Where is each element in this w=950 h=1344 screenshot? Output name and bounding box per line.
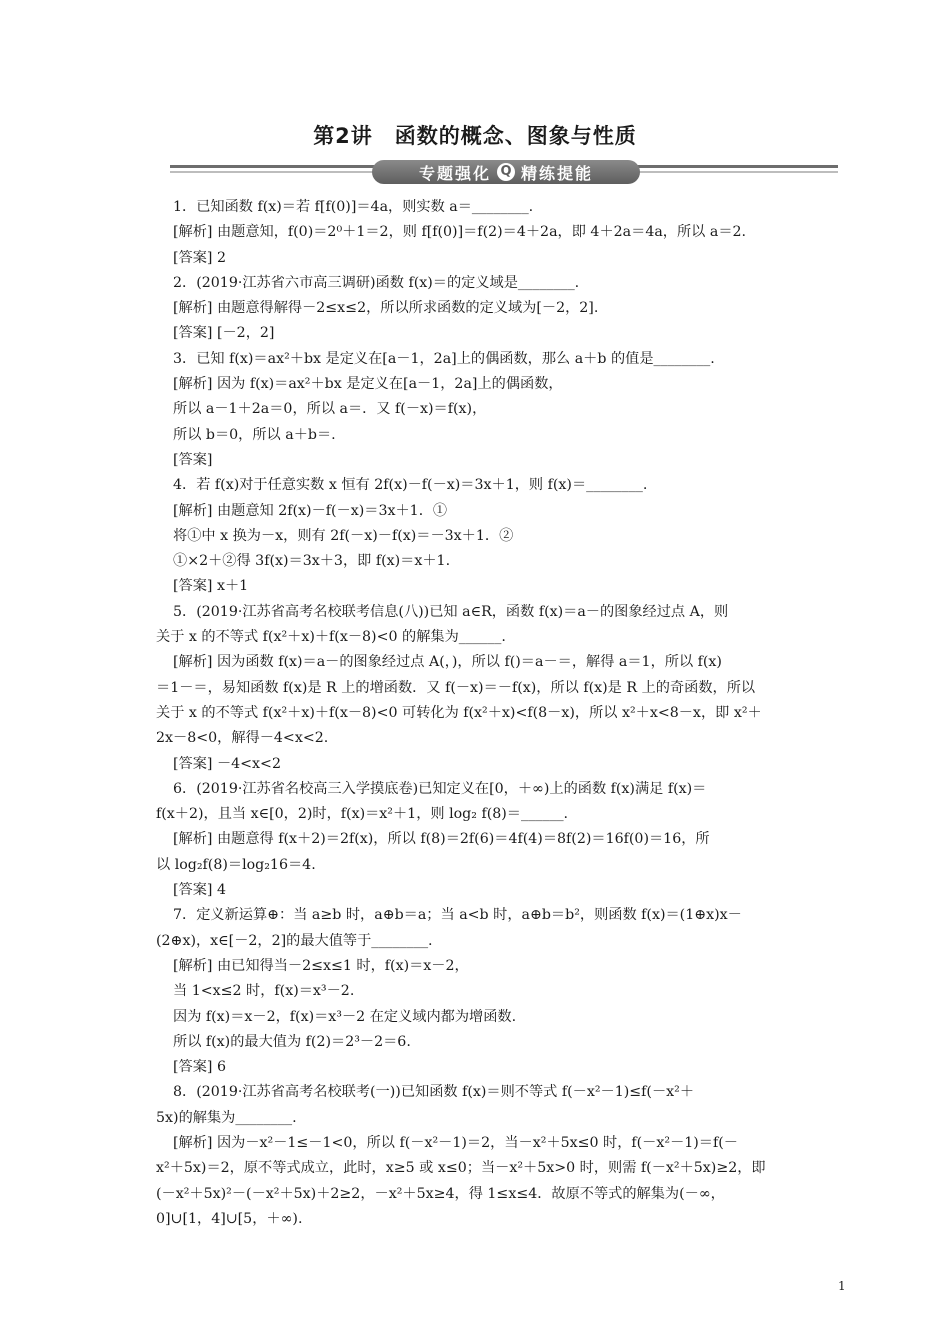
- text-line: [答案] 6: [173, 1059, 226, 1076]
- text-line: 5．(2019·江苏省高考名校联考信息(八))已知 a∈R，函数 f(x)＝a－的图象经过点 A，则: [173, 603, 729, 620]
- section-banner: [170, 160, 838, 186]
- text-line: x²＋5x)＝2，原不等式成立，此时，x≥5 或 x≤0；当－x²＋5x>0 时，则需 f(－x²＋5x)≥2，即: [156, 1160, 766, 1177]
- banner-left-text: 专题强化: [418, 163, 491, 183]
- text-line: ①×2＋②得 3f(x)＝3x＋3，即 f(x)＝x＋1.: [173, 553, 451, 570]
- text-line: 8．(2019·江苏省高考名校联考(一))已知函数 f(x)＝则不等式 f(－x²－1)≤f(－x²＋: [173, 1084, 695, 1101]
- text-line: 2x－8<0，解得－4<x<2.: [156, 730, 329, 747]
- text-line: [答案]: [173, 451, 213, 468]
- text-line: 所以 b＝0，所以 a＋b＝.: [173, 426, 336, 443]
- text-line: [答案] x＋1: [173, 578, 249, 595]
- text-line: 关于 x 的不等式 f(x²＋x)＋f(x－8)<0 的解集为______.: [156, 629, 506, 646]
- text-line: 当 1<x≤2 时，f(x)＝x³－2.: [173, 983, 355, 1000]
- text-line: (2⊕x)，x∈[－2，2]的最大值等于________.: [156, 932, 433, 949]
- text-line: 所以 f(x)的最大值为 f(2)＝2³－2＝6.: [173, 1033, 411, 1050]
- text-line: [答案] －4<x<2: [173, 755, 281, 772]
- text-line: 1．已知函数 f(x)＝若 f[f(0)]＝4a，则实数 a＝________.: [173, 199, 534, 215]
- text-line: 6．(2019·江苏省名校高三入学摸底卷)已知定义在[0，＋∞)上的函数 f(x)满足 f(x)＝: [173, 780, 707, 797]
- page-number: 1: [838, 1279, 846, 1293]
- text-line: [解析] 由题意得 f(x＋2)＝2f(x)，所以 f(8)＝2f(6)＝4f(4)＝8f(2)＝16f(0)＝16，所: [173, 831, 710, 848]
- text-line: 7．定义新运算⊕：当 a≥b 时，a⊕b＝a；当 a<b 时，a⊕b＝b²，则函数 f(x)＝(1⊕x)x－: [173, 907, 742, 924]
- text-line: [答案] [－2，2]: [173, 325, 275, 342]
- text-line: 3．已知 f(x)＝ax²＋bx 是定义在[a－1，2a]上的偶函数，那么 a＋b 的值是________.: [173, 350, 715, 367]
- text-line: [解析] 因为函数 f(x)＝a－的图象经过点 A(，)，所以 f()＝a－＝，解得 a＝1，所以 f(x): [173, 654, 722, 671]
- page-title: 第2讲 函数的概念、图象与性质: [313, 124, 637, 148]
- text-line: [解析] 由题意得解得－2≤x≤2，所以所求函数的定义域为[－2，2].: [173, 300, 599, 317]
- text-line: [解析] 因为－x²－1≤－1<0，所以 f(－x²－1)＝2，当－x²＋5x≤0 时，f(－x²－1)＝f(－: [173, 1134, 738, 1151]
- text-line: 将①中 x 换为－x，则有 2f(－x)－f(x)＝－3x＋1．②: [173, 527, 514, 544]
- text-line: 4．若 f(x)对于任意实数 x 恒有 2f(x)－f(－x)＝3x＋1，则 f(x)＝________.: [173, 477, 648, 494]
- text-line: [答案] 4: [173, 882, 226, 899]
- text-line: 关于 x 的不等式 f(x²＋x)＋f(x－8)<0 可转化为 f(x²＋x)<f(8－x)，所以 x²＋x<8－x，即 x²＋: [156, 704, 762, 721]
- banner-right-text: 精练提能: [521, 163, 594, 183]
- text-line: ＝1－＝，易知函数 f(x)是 R 上的增函数．又 f(－x)＝－f(x)，所以 f(x)是 R 上的奇函数，所以: [156, 679, 756, 696]
- text-line: 5x)的解集为________.: [156, 1109, 297, 1126]
- text-line: 2．(2019·江苏省六市高三调研)函数 f(x)＝的定义域是________.: [173, 274, 580, 291]
- document-body: [156, 195, 813, 1232]
- text-line: 所以 a－1＋2a＝0，所以 a＝．又 f(－x)＝f(x)，: [173, 401, 487, 418]
- text-line: 0]∪[1，4]∪[5，＋∞).: [156, 1210, 303, 1227]
- banner-q-icon: Q: [497, 163, 515, 181]
- text-line: [解析] 由已知得当－2≤x≤1 时，f(x)＝x－2，: [173, 957, 469, 974]
- text-line: [解析] 由题意知，f(0)＝2⁰＋1＝2，则 f[f(0)]＝f(2)＝4＋2a，即 4＋2a＝4a，所以 a＝2.: [173, 224, 747, 241]
- banner-label: [372, 160, 640, 184]
- text-line: f(x＋2)，且当 x∈[0，2)时，f(x)＝x²＋1，则 log₂ f(8)＝______.: [156, 806, 569, 823]
- text-line: [答案] 2: [173, 249, 226, 266]
- text-line: 因为 f(x)＝x－2，f(x)＝x³－2 在定义域内都为增函数.: [173, 1008, 517, 1025]
- text-line: 以 log₂f(8)＝log₂16＝4.: [156, 856, 316, 873]
- text-line: (－x²＋5x)²－(－x²＋5x)＋2≥2，－x²＋5x≥4，得 1≤x≤4．故原不等式的解集为(－∞，: [156, 1185, 725, 1202]
- text-line: [解析] 由题意知 2f(x)－f(－x)＝3x＋1．①: [173, 502, 448, 519]
- text-line: [解析] 因为 f(x)＝ax²＋bx 是定义在[a－1，2a]上的偶函数，: [173, 376, 563, 393]
